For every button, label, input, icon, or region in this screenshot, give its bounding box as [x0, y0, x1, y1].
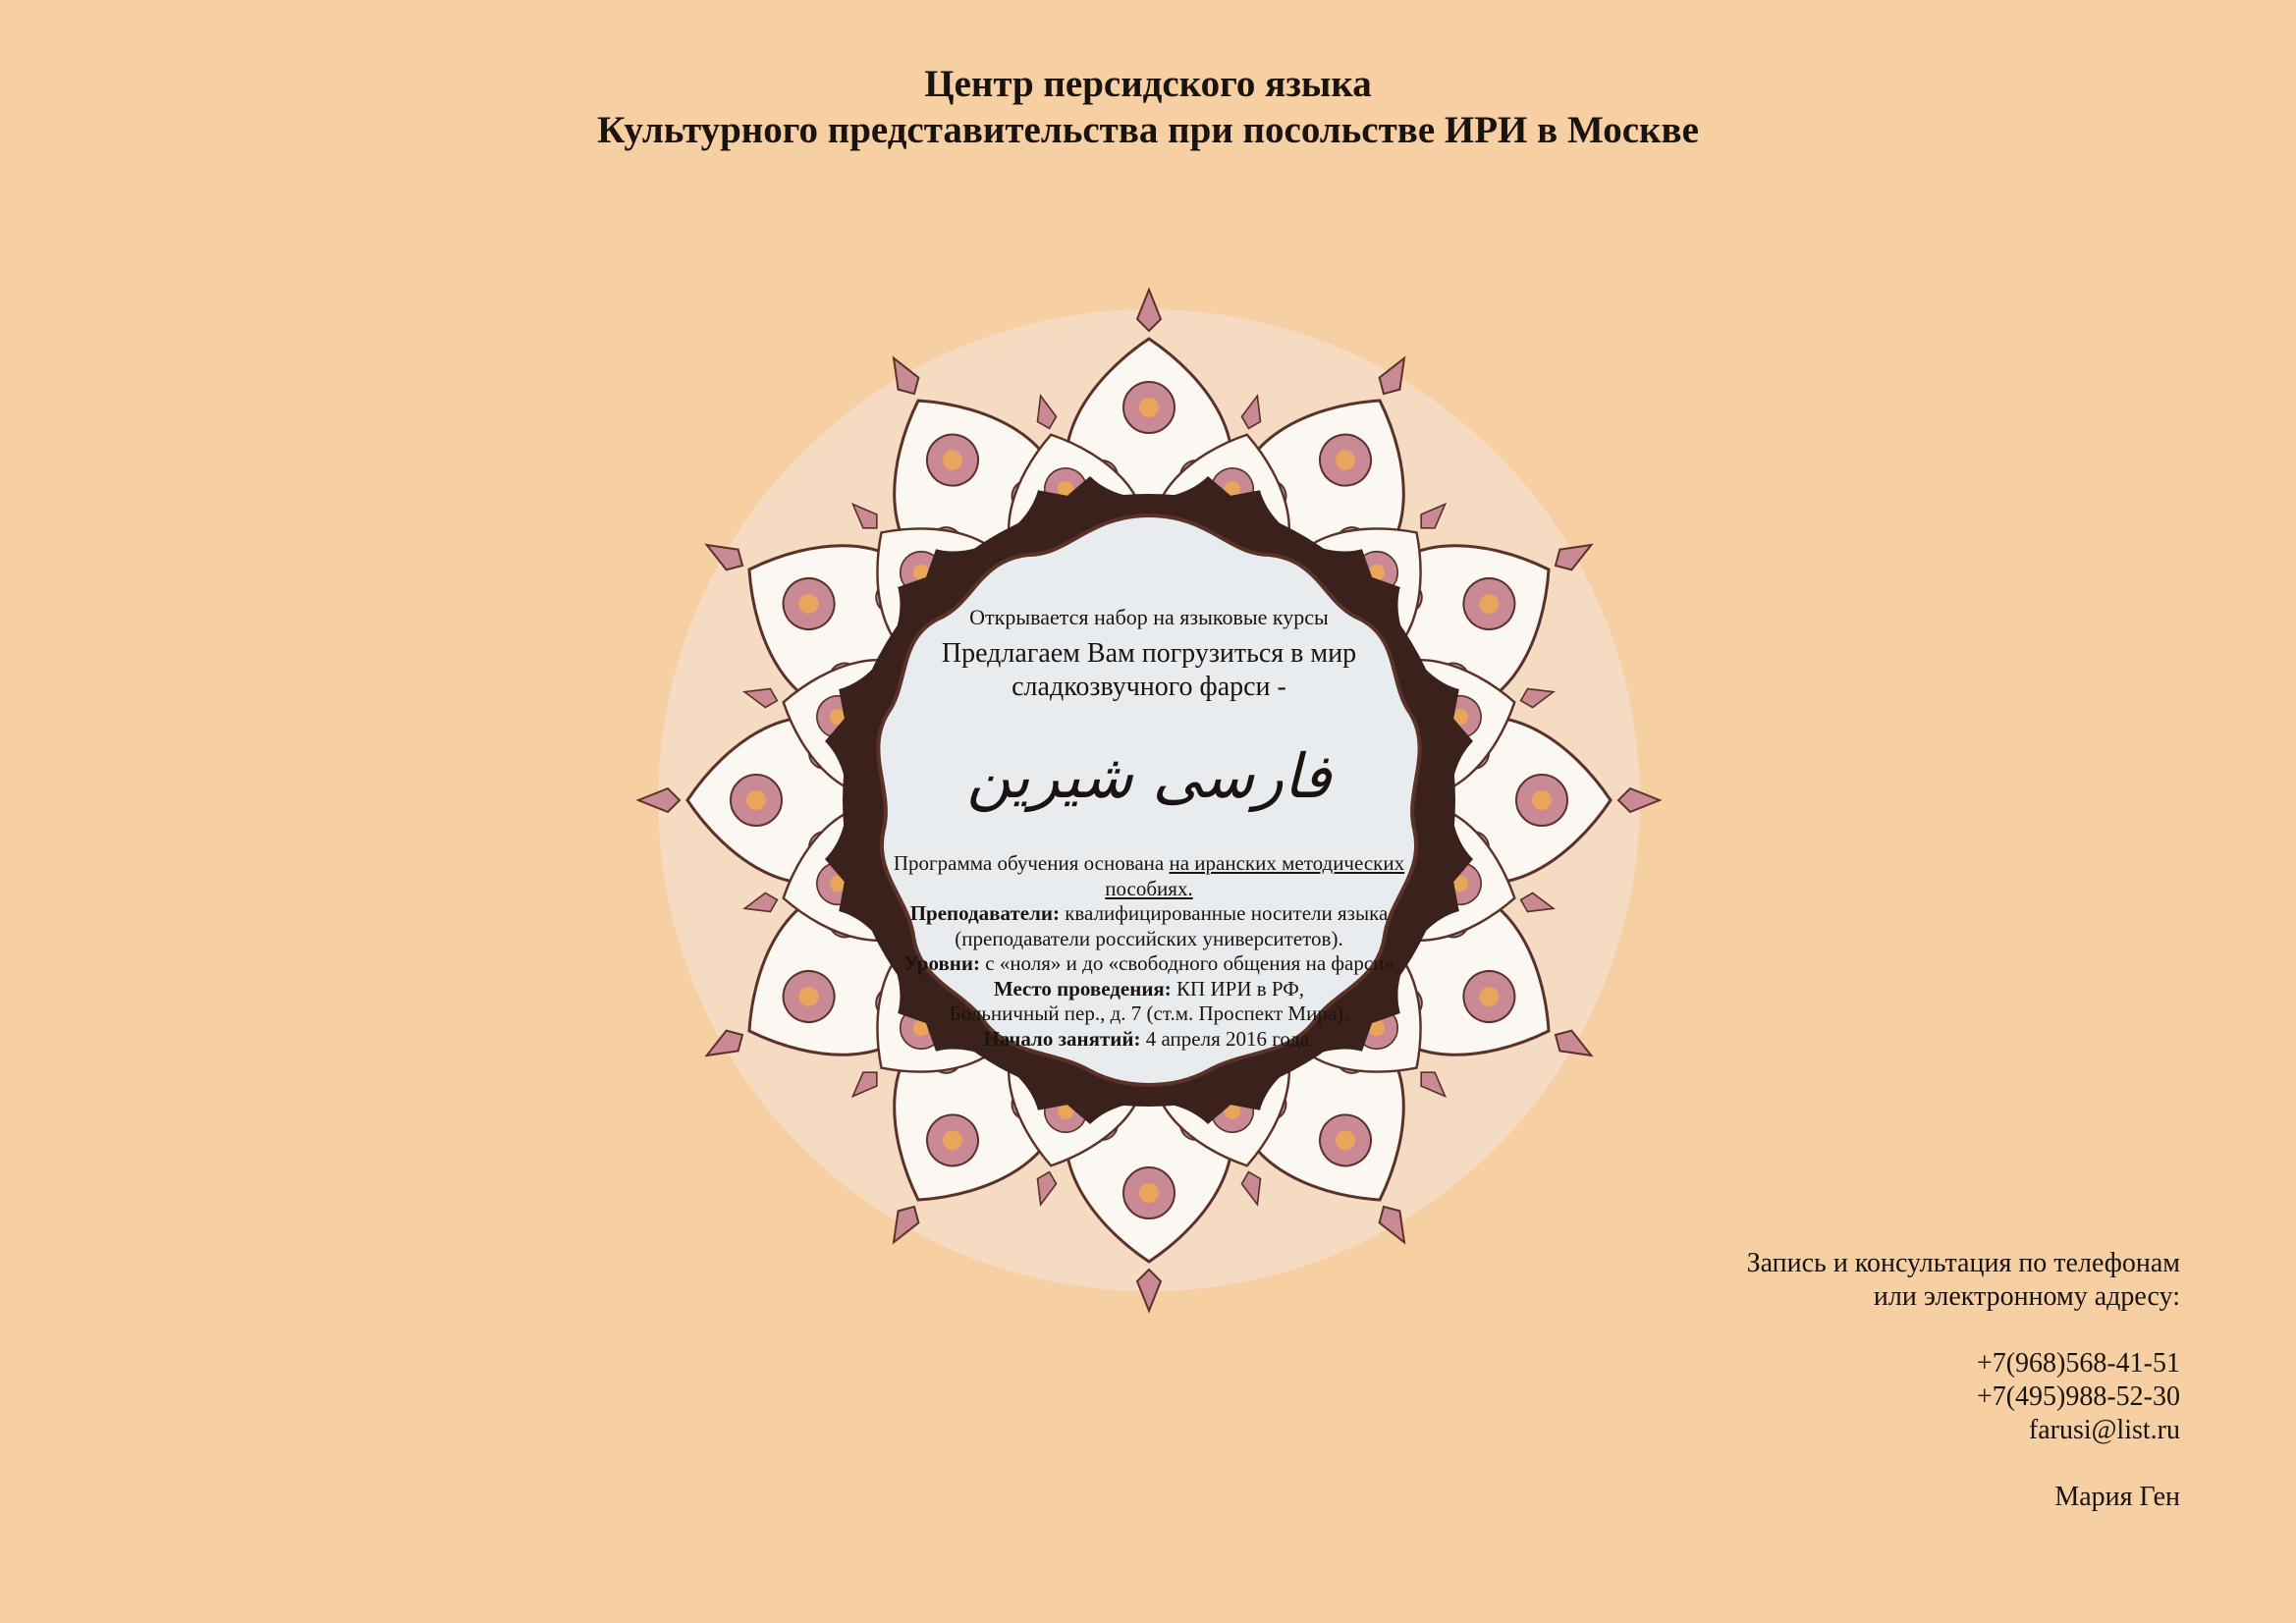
teachers-note: (преподаватели российских университетов).: [955, 926, 1343, 950]
header-title-line1: Центр персидского языка: [924, 63, 1372, 105]
venue-line: [825, 977, 1473, 1002]
contact-spacer: [1747, 1314, 2180, 1347]
program-prefix: Программа обучения основана: [893, 851, 1170, 875]
address-line: Больничный пер., д. 7 (ст.м. Проспект Мира).: [949, 1001, 1349, 1025]
contact-block: [1747, 1247, 2180, 1514]
persian-calligraphy: فارسی شیرین: [966, 740, 1332, 812]
page-header: [0, 61, 2296, 153]
venue-value: КП ИРИ в РФ,: [1171, 976, 1305, 1001]
teachers-label: Преподаватели:: [909, 901, 1060, 925]
start-label: Начало занятий:: [983, 1026, 1141, 1051]
levels-label: Уровни:: [903, 951, 980, 975]
levels-value: с «ноля» и до «свободного общения на фарси»: [980, 951, 1394, 975]
levels-line: [825, 951, 1473, 977]
lead-line-1: Предлагаем Вам погрузиться в мир: [941, 638, 1357, 669]
contact-line-2: или электронному адресу:: [1873, 1281, 2180, 1312]
announcement-medallion: [825, 604, 1473, 1052]
program-link-continued: пособиях.: [1105, 876, 1193, 900]
phone-2[interactable]: +7(495)988-52-30: [1976, 1381, 2180, 1412]
phone-1[interactable]: +7(968)568-41-51: [1976, 1348, 2180, 1379]
lead-line-2: сладкозвучного фарси -: [1011, 672, 1286, 702]
contact-line-1: Запись и консультация по телефонам: [1746, 1248, 2180, 1278]
contact-person: Мария Ген: [2054, 1482, 2180, 1512]
header-title-line2: Культурного представительства при посольстве ИРИ в Москве: [597, 109, 1699, 151]
teachers-value: квалифицированные носители языка: [1059, 901, 1389, 925]
program-link: на иранских методических: [1169, 851, 1405, 875]
email-link[interactable]: farusi@list.ru: [2028, 1415, 2180, 1445]
contact-spacer-2: [1747, 1447, 2180, 1481]
intro-text: Открывается набор на языковые курсы: [969, 605, 1329, 629]
course-details: [825, 851, 1473, 1052]
start-line: [825, 1027, 1473, 1053]
program-line: [825, 851, 1473, 877]
venue-label: Место проведения:: [993, 976, 1172, 1001]
teachers-line: [825, 901, 1473, 927]
start-value: 4 апреля 2016 года.: [1140, 1026, 1315, 1051]
